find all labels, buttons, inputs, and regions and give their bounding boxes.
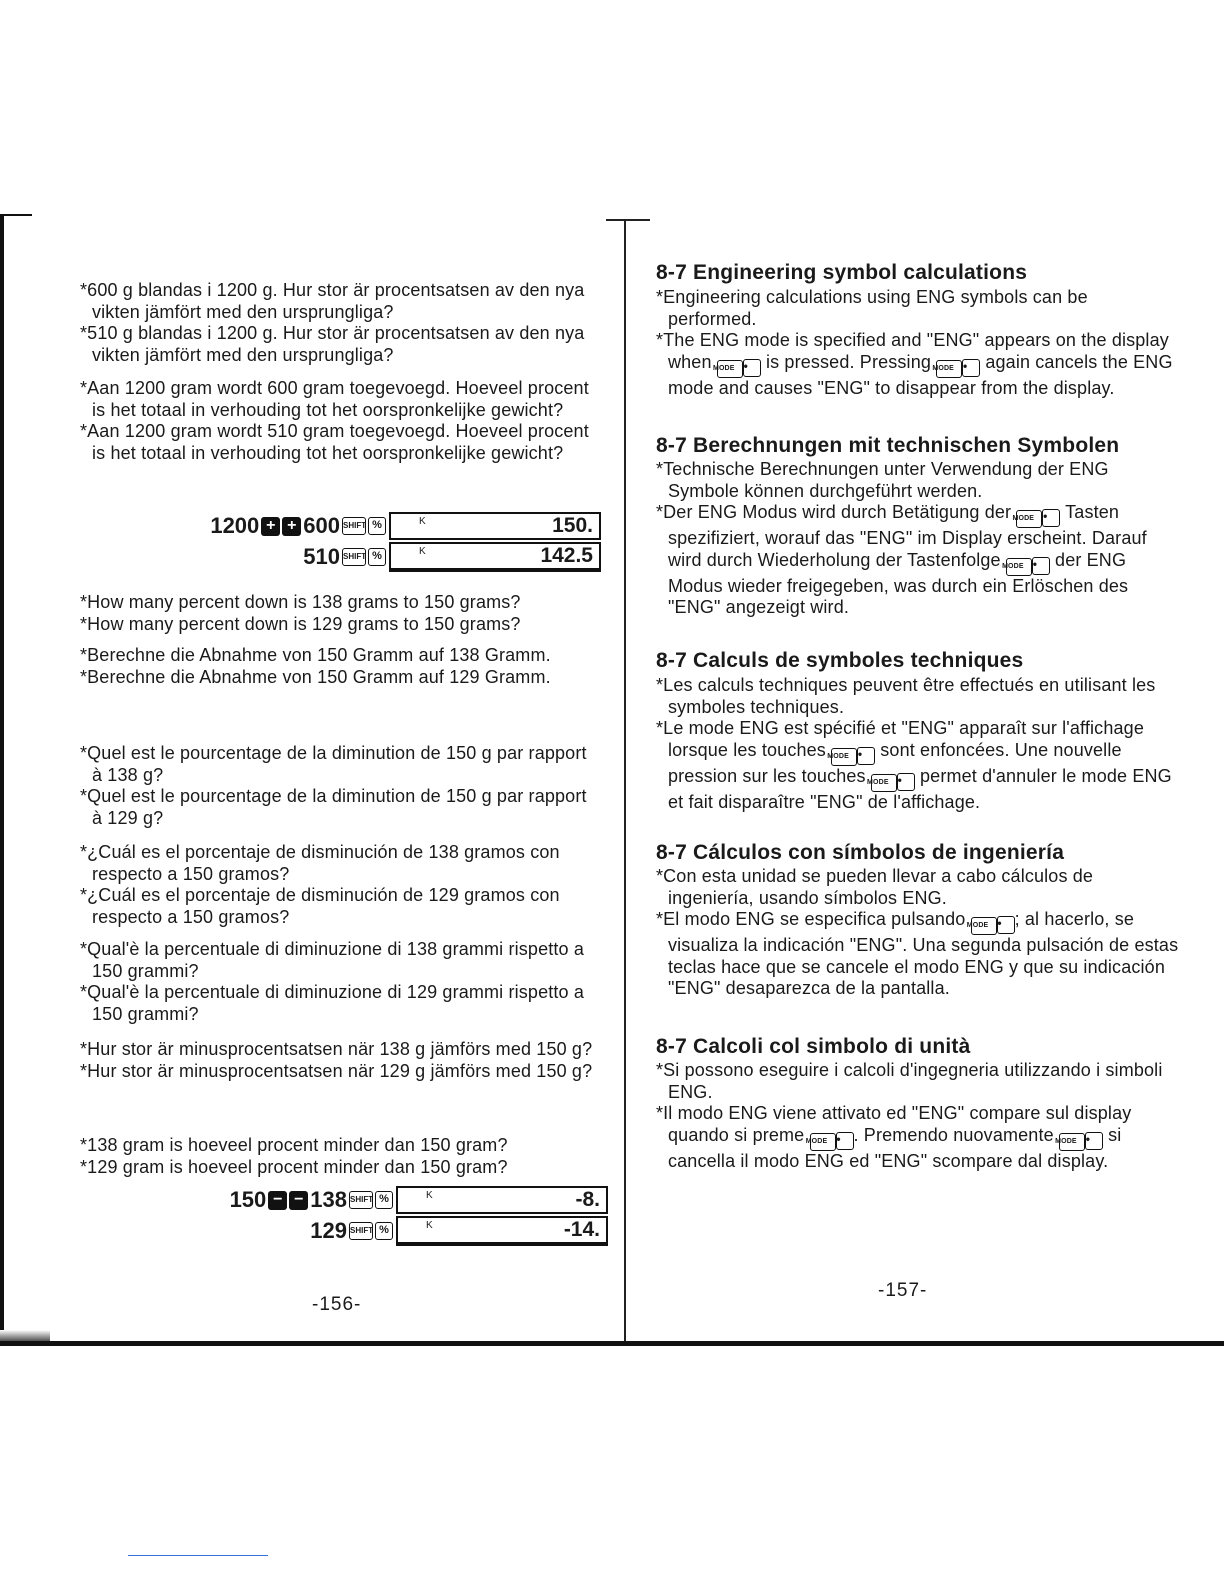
display-value: 150. [552, 514, 593, 537]
mode-key-icon: MODE [1059, 1133, 1085, 1151]
paragraph [656, 1103, 1180, 1172]
dot-key-icon: • [897, 773, 915, 791]
entry-number: 150 [229, 1187, 267, 1212]
question: *Aan 1200 gram wordt 510 gram toegevoegd. Hoeveel procent is het totaal in verhouding tot het oorspronkelijke gewicht? [80, 421, 589, 463]
right-page [618, 0, 1224, 1584]
question: *¿Cuál es el porcentaje de disminución de 129 gramos con respecto a 150 gramos? [80, 885, 560, 927]
swedish-questions [80, 280, 600, 366]
german-questions [80, 645, 600, 688]
text: *Il modo ENG viene attivato ed "ENG" compare sul display quando si preme [656, 1103, 1132, 1145]
entry-number: 1200 [210, 513, 260, 538]
question: *How many percent down is 138 grams to 150 grams? [80, 592, 521, 612]
question: *Hur stor är minusprocentsatsen när 129 g jämförs med 150 g? [80, 1060, 593, 1081]
dot-key-icon: • [1042, 509, 1060, 527]
display-value: 142.5 [540, 544, 593, 567]
question: *138 gram is hoeveel procent minder dan 150 gram? [80, 1135, 508, 1155]
dot-key-icon: • [836, 1132, 854, 1150]
text: *El modo ENG se especifica pulsando [656, 909, 966, 929]
mode-key-icon: MODE [871, 774, 897, 792]
text: *Le mode ENG est spécifié et "ENG" apparaît sur l'affichage lorsque les touches [656, 718, 1144, 760]
calculator-display [396, 1216, 608, 1244]
question: *¿Cuál es el porcentaje de disminución de 138 gramos con respecto a 150 gramos? [80, 842, 560, 884]
percent-key-icon: % [375, 1222, 393, 1240]
percent-key-icon: % [375, 1191, 393, 1209]
constant-indicator: K [426, 1220, 433, 1231]
french-questions [80, 743, 600, 829]
plus-key-icon: + [282, 517, 301, 536]
dutch-questions-2 [80, 1135, 600, 1178]
paragraph [656, 330, 1180, 399]
paragraph: *Si possono eseguire i calcoli d'ingegneria utilizzando i simboli ENG. [656, 1060, 1163, 1102]
dot-key-icon: • [857, 747, 875, 765]
mode-key-icon: MODE [1016, 510, 1042, 528]
calculator-display [389, 542, 601, 570]
mode-key-icon: MODE [831, 748, 857, 766]
text: der ENG Modus wieder freigegeben, was durch ein Erlöschen des "ENG" angezeigt wird. [668, 549, 1129, 617]
question: *510 g blandas i 1200 g. Hur stor är procentsatsen av den nya vikten jämfört med den ursprungliga? [80, 323, 585, 365]
question: *Hur stor är minusprocentsatsen när 138 g jämförs med 150 g? [80, 1039, 593, 1059]
page-number: -156- [312, 1294, 362, 1315]
text: si cancella il modo ENG ed "ENG" scompare dal display. [668, 1124, 1122, 1171]
shift-key-icon: SHIFT [342, 517, 366, 535]
example2-row1-keys [150, 1185, 393, 1215]
text: sont enfoncées. Une nouvelle pression sur les touches [668, 739, 1122, 786]
section-heading: 8-7 Calcoli col simbolo di unità [656, 1035, 971, 1058]
text: Tasten spezifiziert, worauf das "ENG" im Display erscheint. Darauf wird durch Wiederholung der Tastenfolge [668, 502, 1147, 570]
italian-questions [80, 939, 600, 1025]
section-heading: 8-7 Engineering symbol calculations [656, 261, 1028, 284]
minus-key-icon: − [289, 1191, 308, 1210]
paragraph [656, 718, 1180, 813]
question: *Aan 1200 gram wordt 600 gram toegevoegd. Hoeveel procent is het totaal in verhouding tot het oorspronkelijke gewicht? [80, 378, 589, 420]
question: *Quel est le pourcentage de la diminution de 150 g par rapport à 138 g? [80, 743, 587, 785]
plus-key-icon: + [261, 517, 280, 536]
dot-key-icon: • [743, 359, 761, 377]
dot-key-icon: • [962, 359, 980, 377]
minus-key-icon: − [268, 1191, 287, 1210]
entry-number: 138 [310, 1187, 347, 1212]
french-section [656, 675, 1180, 813]
paragraph [656, 502, 1180, 619]
dot-key-icon: • [997, 916, 1015, 934]
text: *The ENG mode is specified and "ENG" appears on the display when [656, 330, 1169, 372]
text: is pressed. Pressing [765, 351, 932, 372]
question: *Berechne die Abnahme von 150 Gramm auf 138 Gramm. [80, 645, 551, 665]
swedish-questions-2 [80, 1039, 600, 1082]
paragraph: *Engineering calculations using ENG symbols can be performed. [656, 287, 1088, 329]
text: again cancels the ENG mode and causes "ENG" to disappear from the display. [668, 351, 1173, 398]
paragraph: *Technische Berechnungen unter Verwendung der ENG Symbole können durchgeführt werden. [656, 459, 1109, 501]
mode-key-icon: MODE [936, 360, 962, 378]
section-heading: 8-7 Cálculos con símbolos de ingeniería [656, 841, 1065, 864]
spanish-questions [80, 842, 600, 928]
section-heading: 8-7 Calculs de symboles techniques [656, 649, 1024, 672]
mode-key-icon: MODE [971, 917, 997, 935]
mode-key-icon: MODE [717, 360, 743, 378]
paragraph: *Con esta unidad se pueden llevar a cabo cálculos de ingeniería, usando símbolos ENG. [656, 866, 1094, 908]
calculator-display [396, 1186, 608, 1214]
italian-section [656, 1060, 1180, 1172]
text: *Der ENG Modus wird durch Betätigung der [656, 502, 1012, 522]
question: *Qual'è la percentuale di diminuzione di 129 grammi rispetto a 150 grammi? [80, 982, 585, 1024]
question: *How many percent down is 129 grams to 150 grams? [80, 613, 521, 634]
section-heading: 8-7 Berechnungen mit technischen Symbolen [656, 434, 1120, 457]
dot-key-icon: • [1085, 1132, 1103, 1150]
entry-number: 129 [310, 1218, 347, 1243]
question: *600 g blandas i 1200 g. Hur stor är procentsatsen av den nya vikten jämfört med den ursprungliga? [80, 280, 585, 322]
example1-row2-keys [150, 542, 386, 572]
paragraph [656, 909, 1180, 1000]
percent-key-icon: % [368, 517, 386, 535]
entry-number: 510 [303, 544, 340, 569]
paragraph: *Les calculs techniques peuvent être effectués en utilisant les symboles techniques. [656, 675, 1156, 717]
entry-number: 600 [303, 513, 340, 538]
display-frame-bottom [389, 569, 601, 572]
dutch-questions [80, 378, 600, 464]
spanish-section [656, 866, 1180, 1000]
display-value: -8. [575, 1188, 600, 1211]
shift-key-icon: SHIFT [349, 1222, 373, 1240]
dot-key-icon: • [1032, 557, 1050, 575]
german-section [656, 459, 1180, 619]
constant-indicator: K [419, 516, 426, 527]
question: *Berechne die Abnahme von 150 Gramm auf 129 Gramm. [80, 666, 551, 687]
page-number: -157- [878, 1280, 928, 1301]
text: permet d'annuler le mode ENG et fait disparaître "ENG" de l'affichage. [668, 765, 1172, 812]
question: *Qual'è la percentuale di diminuzione di 138 grammi rispetto a 150 grammi? [80, 939, 585, 981]
question: *Quel est le pourcentage de la diminution de 150 g par rapport à 129 g? [80, 786, 587, 828]
english-section [656, 287, 1180, 399]
constant-indicator: K [419, 546, 426, 557]
shift-key-icon: SHIFT [349, 1191, 373, 1209]
example2-row2-keys [150, 1216, 393, 1246]
question: *129 gram is hoeveel procent minder dan 150 gram? [80, 1156, 508, 1177]
constant-indicator: K [426, 1190, 433, 1201]
display-value: -14. [563, 1218, 600, 1241]
text: ; al hacerlo, se visualiza la indicación "ENG". Una segunda pulsación de estas teclas hace que se cancele el modo ENG y que su indicación "ENG" desaparezca de la pantalla. [668, 909, 1179, 998]
display-frame-bottom [396, 1243, 608, 1246]
mode-key-icon: MODE [1006, 558, 1032, 576]
percent-key-icon: % [368, 548, 386, 566]
text: . Premendo nuovamente [853, 1124, 1054, 1145]
shift-key-icon: SHIFT [342, 548, 366, 566]
english-questions [80, 592, 600, 635]
example1-row1-keys [150, 511, 386, 541]
mode-key-icon: MODE [810, 1133, 836, 1151]
calculator-display [389, 512, 601, 540]
